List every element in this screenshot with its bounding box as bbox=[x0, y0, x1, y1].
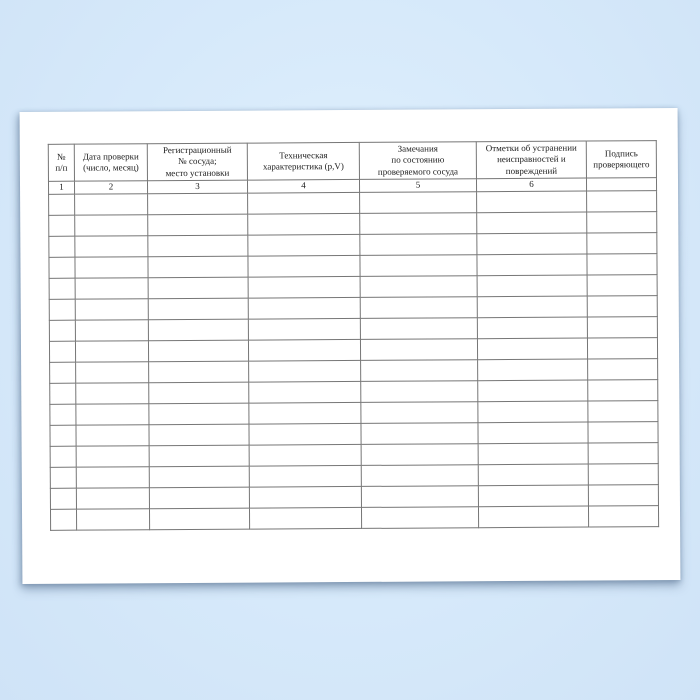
empty-cell bbox=[249, 402, 361, 424]
empty-cell bbox=[588, 484, 658, 505]
empty-cell bbox=[49, 257, 75, 278]
empty-cell bbox=[478, 506, 588, 528]
empty-cell bbox=[75, 214, 148, 235]
empty-cell bbox=[50, 425, 76, 446]
empty-cell bbox=[478, 401, 588, 423]
empty-cell bbox=[148, 235, 248, 257]
empty-cell bbox=[76, 382, 149, 403]
empty-cell bbox=[477, 317, 587, 339]
empty-cell bbox=[49, 299, 75, 320]
col-number-5: 5 bbox=[359, 178, 476, 192]
empty-cell bbox=[249, 444, 361, 466]
empty-cell bbox=[248, 255, 360, 277]
col-number-1: 1 bbox=[48, 181, 74, 194]
empty-cell bbox=[49, 341, 75, 362]
empty-cell bbox=[477, 296, 587, 318]
empty-cell bbox=[477, 338, 587, 360]
col-header-fault-elimination: Отметки об устранении неисправностей и повреждений bbox=[476, 141, 586, 178]
empty-cell bbox=[248, 297, 360, 319]
empty-cell bbox=[248, 339, 360, 361]
empty-cell bbox=[478, 443, 588, 465]
empty-cell bbox=[588, 379, 658, 400]
empty-cell bbox=[248, 192, 360, 214]
empty-cell bbox=[478, 464, 588, 486]
empty-cell bbox=[75, 235, 148, 256]
empty-cell bbox=[76, 487, 149, 508]
empty-cell bbox=[360, 191, 477, 213]
empty-cell bbox=[50, 383, 76, 404]
empty-cell bbox=[361, 443, 478, 465]
empty-cell bbox=[361, 401, 478, 423]
empty-cell bbox=[50, 404, 76, 425]
empty-cell bbox=[477, 275, 587, 297]
empty-cell bbox=[249, 423, 361, 445]
empty-cell bbox=[149, 424, 249, 446]
empty-cell bbox=[477, 191, 587, 213]
col-header-row-number: № п/п bbox=[48, 144, 74, 181]
empty-cell bbox=[587, 211, 657, 232]
empty-cell bbox=[49, 278, 75, 299]
empty-cell bbox=[361, 380, 478, 402]
empty-cell bbox=[587, 295, 657, 316]
empty-cell bbox=[360, 296, 477, 318]
empty-cell bbox=[361, 485, 478, 507]
empty-cell bbox=[75, 193, 148, 214]
col-number-3: 3 bbox=[147, 180, 247, 194]
col-number-7 bbox=[586, 177, 656, 190]
empty-cell bbox=[248, 318, 360, 340]
empty-cell bbox=[149, 361, 249, 383]
empty-cell bbox=[587, 190, 657, 211]
empty-cell bbox=[148, 256, 248, 278]
empty-cell bbox=[360, 275, 477, 297]
empty-cell bbox=[75, 256, 148, 277]
empty-cell bbox=[149, 403, 249, 425]
empty-cell bbox=[76, 403, 149, 424]
empty-cell bbox=[360, 338, 477, 360]
empty-cell bbox=[149, 445, 249, 467]
empty-cell bbox=[75, 298, 148, 319]
empty-cell bbox=[76, 361, 149, 382]
empty-rows-body bbox=[49, 190, 659, 530]
table-header-row bbox=[48, 141, 656, 181]
empty-cell bbox=[49, 215, 75, 236]
col-header-tech-spec: Техническая характеристика (p,V) bbox=[247, 142, 359, 179]
empty-cell bbox=[478, 380, 588, 402]
empty-cell bbox=[49, 194, 75, 215]
col-number-2: 2 bbox=[74, 180, 147, 193]
empty-cell bbox=[587, 232, 657, 253]
empty-cell bbox=[249, 360, 361, 382]
col-number-6: 6 bbox=[476, 178, 586, 192]
empty-cell bbox=[148, 340, 248, 362]
empty-cell bbox=[588, 358, 658, 379]
inspection-journal-table bbox=[48, 140, 659, 530]
empty-cell bbox=[587, 316, 657, 337]
empty-data-row bbox=[50, 505, 658, 530]
col-number-4: 4 bbox=[247, 179, 359, 193]
empty-cell bbox=[249, 507, 361, 529]
empty-cell bbox=[148, 193, 248, 215]
empty-cell bbox=[148, 214, 248, 236]
empty-cell bbox=[360, 212, 477, 234]
empty-cell bbox=[360, 254, 477, 276]
empty-cell bbox=[75, 277, 148, 298]
empty-cell bbox=[248, 276, 360, 298]
empty-cell bbox=[587, 253, 657, 274]
empty-cell bbox=[50, 446, 76, 467]
paper-page bbox=[20, 108, 681, 584]
empty-cell bbox=[75, 319, 148, 340]
empty-cell bbox=[588, 442, 658, 463]
empty-cell bbox=[149, 382, 249, 404]
empty-cell bbox=[49, 236, 75, 257]
empty-cell bbox=[587, 337, 657, 358]
col-header-remarks: Замечания по состоянию проверяемого сосуда bbox=[359, 142, 476, 179]
empty-cell bbox=[477, 233, 587, 255]
empty-cell bbox=[50, 362, 76, 383]
empty-cell bbox=[361, 506, 478, 528]
empty-cell bbox=[50, 509, 76, 530]
empty-cell bbox=[76, 466, 149, 487]
empty-cell bbox=[588, 421, 658, 442]
empty-cell bbox=[361, 422, 478, 444]
empty-cell bbox=[50, 467, 76, 488]
empty-cell bbox=[360, 233, 477, 255]
empty-cell bbox=[76, 424, 149, 445]
empty-cell bbox=[149, 487, 249, 509]
empty-cell bbox=[478, 359, 588, 381]
empty-cell bbox=[249, 381, 361, 403]
empty-cell bbox=[360, 317, 477, 339]
empty-cell bbox=[249, 486, 361, 508]
empty-cell bbox=[477, 212, 587, 234]
empty-cell bbox=[149, 466, 249, 488]
empty-cell bbox=[148, 298, 248, 320]
empty-cell bbox=[248, 234, 360, 256]
empty-cell bbox=[149, 508, 249, 530]
empty-cell bbox=[248, 213, 360, 235]
empty-cell bbox=[478, 485, 588, 507]
empty-cell bbox=[588, 400, 658, 421]
empty-cell bbox=[76, 445, 149, 466]
empty-cell bbox=[477, 254, 587, 276]
empty-cell bbox=[49, 320, 75, 341]
empty-cell bbox=[587, 274, 657, 295]
empty-cell bbox=[76, 508, 149, 529]
empty-cell bbox=[249, 465, 361, 487]
empty-cell bbox=[148, 319, 248, 341]
empty-cell bbox=[361, 464, 478, 486]
empty-cell bbox=[148, 277, 248, 299]
col-header-check-date: Дата проверки (число, месяц) bbox=[74, 144, 147, 181]
col-header-registration: Регистрационный № сосуда; место установки bbox=[147, 143, 247, 180]
empty-cell bbox=[75, 340, 148, 361]
empty-cell bbox=[478, 422, 588, 444]
empty-cell bbox=[361, 359, 478, 381]
empty-cell bbox=[588, 463, 658, 484]
empty-cell bbox=[588, 505, 658, 526]
empty-cell bbox=[50, 488, 76, 509]
col-header-signature: Подпись проверяющего bbox=[586, 141, 656, 178]
